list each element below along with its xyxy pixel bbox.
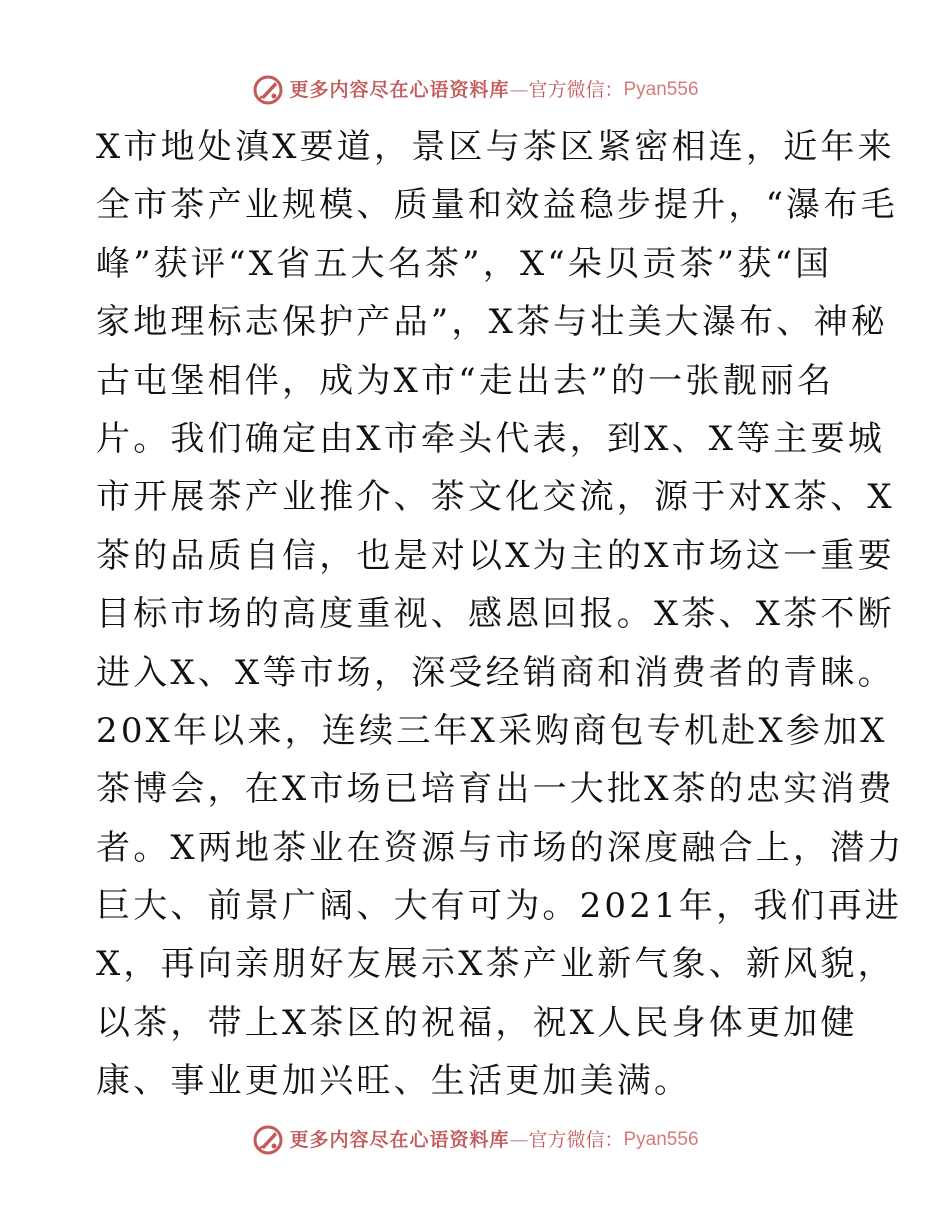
banner-main-text: 更多内容尽在心语资料库 [289, 1129, 510, 1151]
text-line: 茶的品质自信，也是对以X为主的X市场这一重要 [96, 535, 895, 576]
banner-separator: — [509, 79, 529, 101]
text-line: 康、事业更加兴旺、生活更加美满。 [96, 1061, 692, 1102]
text-line: 峰”获评“X省五大名茶”，X“朵贝贡茶”获“国 [96, 243, 833, 284]
text-line: 片。我们确定由X市牵头代表，到X、X等主要城 [96, 418, 886, 459]
text-line: 古屯堡相伴，成为X市“走出去”的一张靓丽名 [96, 360, 835, 401]
header-watermark-banner [0, 70, 950, 110]
text-line: 市开展茶产业推介、茶文化交流，源于对X茶、X [96, 477, 895, 518]
text-line: 20X年以来，连续三年X采购商包专机赴X参加X [96, 710, 888, 751]
text-line: 者。X两地茶业在资源与市场的深度融合上，潜力 [96, 827, 905, 868]
banner-main-text: 更多内容尽在心语资料库 [289, 79, 510, 101]
footer-watermark-banner [0, 1120, 950, 1160]
document-body [96, 118, 905, 1111]
text-line: 茶博会，在X市场已培育出一大批X茶的忠实消费 [96, 769, 895, 810]
banner-wechat-id: Pyan556 [623, 79, 699, 100]
text-line: 家地理标志保护产品”，X茶与壮美大瀑布、神秘 [96, 302, 888, 343]
quill-logo-icon [251, 1123, 285, 1157]
quill-logo-icon [251, 73, 285, 107]
text-line: X市地处滇X要道，景区与茶区紧密相连，近年来 [96, 127, 895, 167]
text-line: 巨大、前景广阔、大有可为。2021年，我们再进 [96, 886, 903, 927]
banner-wechat-label: 官方微信： [528, 79, 624, 101]
text-line: 进入X、X等市场，深受经销商和消费者的青睐。 [96, 652, 895, 693]
banner-wechat-id: Pyan556 [623, 1129, 699, 1150]
text-line: X，再向亲朋好友展示X茶产业新气象、新风貌， [96, 944, 895, 985]
text-line: 目标市场的高度重视、感恩回报。X茶、X茶不断 [96, 594, 895, 635]
text-line: 以茶，带上X茶区的祝福，祝X人民身体更加健 [96, 1002, 858, 1043]
text-line: 全市茶产业规模、质量和效益稳步提升，“瀑布毛 [96, 185, 898, 226]
banner-wechat-label: 官方微信： [528, 1129, 624, 1151]
banner-separator: — [509, 1129, 529, 1151]
